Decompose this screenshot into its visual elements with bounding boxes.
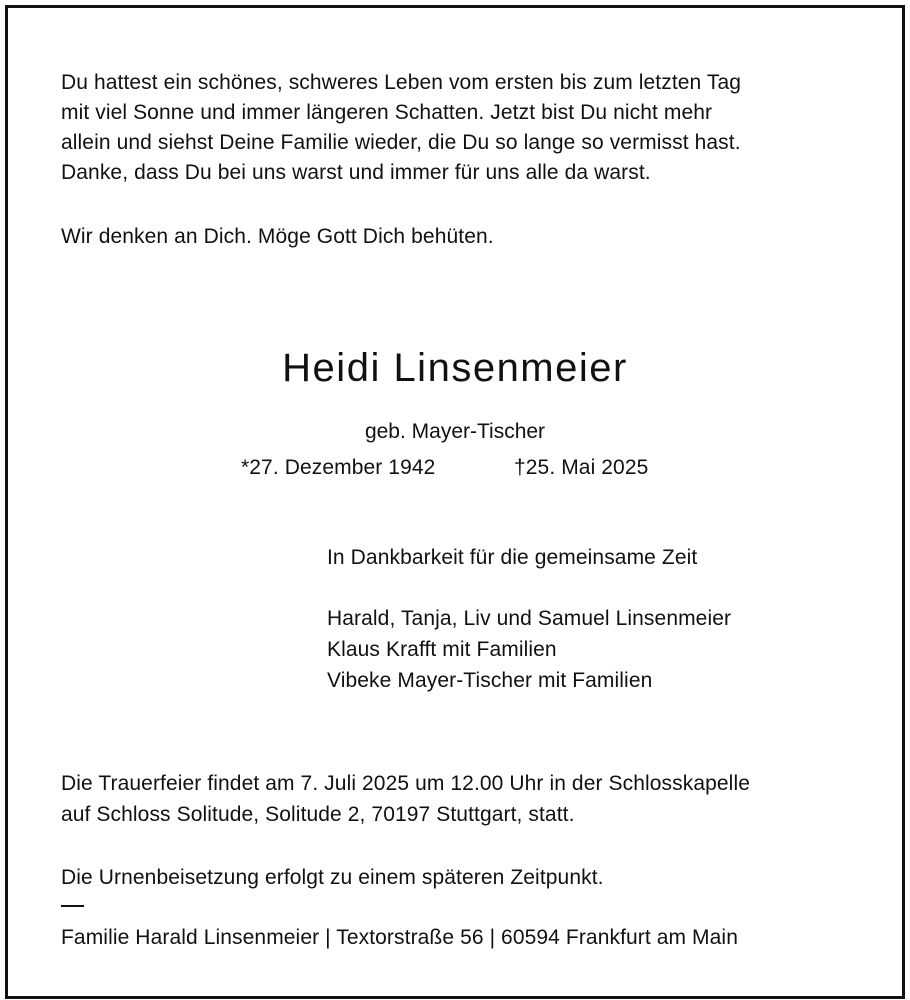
death-date: †25. Mai 2025 — [514, 456, 649, 479]
intro-text — [61, 68, 741, 188]
intro-line: Du hattest ein schönes, schweres Leben vom ersten bis zum letzten Tag — [61, 71, 742, 94]
mourner-line: Klaus Krafft mit Familien — [327, 638, 557, 661]
mourner-line: Vibeke Mayer-Tischer mit Familien — [327, 669, 653, 692]
funeral-notice — [61, 769, 750, 831]
maiden-name: geb. Mayer-Tischer — [364, 420, 546, 443]
intro-line: mit viel Sonne und immer längeren Schatten. Jetzt bist Du nicht mehr — [61, 101, 713, 124]
birth-date: *27. Dezember 1942 — [241, 456, 436, 479]
funeral-line: Die Trauerfeier findet am 7. Juli 2025 um 12.00 Uhr in der Schlosskapelle — [61, 772, 750, 795]
intro-line: allein und siehst Deine Familie wieder, die Du so lange so vermisst hast. — [61, 131, 741, 154]
intro-line: Danke, dass Du bei uns warst und immer für uns alle da warst. — [61, 161, 651, 184]
blessing-text: Wir denken an Dich. Möge Gott Dich behüten. — [61, 225, 494, 248]
contact-address: Familie Harald Linsenmeier | Textorstraße 56 | 60594 Frankfurt am Main — [61, 926, 738, 949]
separator-dash — [61, 905, 84, 907]
thanks-text: In Dankbarkeit für die gemeinsame Zeit — [327, 546, 698, 569]
mourner-line: Harald, Tanja, Liv und Samuel Linsenmeier — [327, 607, 732, 630]
deceased-name: Heidi Linsenmeier — [282, 346, 628, 390]
funeral-line: auf Schloss Solitude, Solitude 2, 70197 Stuttgart, statt. — [61, 803, 575, 826]
urn-burial-notice: Die Urnenbeisetzung erfolgt zu einem späteren Zeitpunkt. — [61, 866, 604, 889]
mourners-list — [327, 604, 731, 697]
